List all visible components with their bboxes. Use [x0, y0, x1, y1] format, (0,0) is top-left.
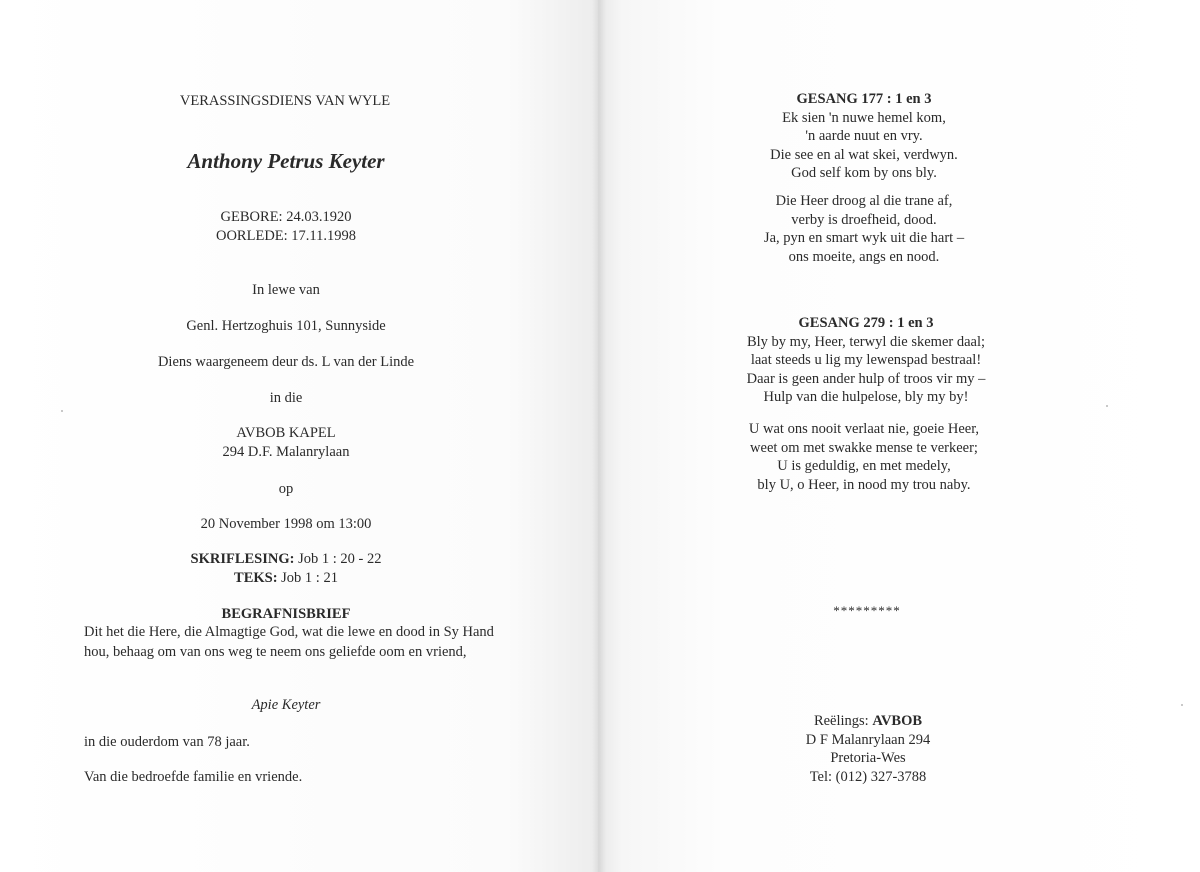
- verse-line: Die see en al wat skei, verdwyn.: [770, 146, 958, 163]
- residence-intro: In lewe van: [252, 282, 320, 298]
- arrangements-company: AVBOB: [872, 713, 923, 729]
- hymn-279: [747, 314, 986, 407]
- verse-line: U is geduldig, en met medely,: [777, 458, 951, 474]
- sermon-text-value: Job 1 : 21: [277, 569, 338, 586]
- verse-line: laat steeds u lig my lewenspad bestraal!: [750, 352, 982, 368]
- verse-line: ons moeite, angs en nood.: [788, 248, 940, 265]
- letter-body: Dit het die Here, die Almagtige God, wat die lewe en dood in Sy Hand hou, behaag om van ons weg te neem ons geliefde oom en vriend,: [84, 624, 494, 660]
- hymn-279-verse-3: [749, 420, 979, 494]
- scripture-reading: [191, 550, 382, 569]
- readings-block: [191, 550, 382, 587]
- death-date: OORLEDE: 17.11.1998: [215, 227, 357, 244]
- on-label: op: [278, 481, 294, 497]
- sermon-text-label: TEKS:: [234, 569, 278, 586]
- family-signoff: Van die bedroefde familie en vriende.: [84, 769, 303, 785]
- venue-block: [223, 424, 350, 461]
- verse-line: Die Heer droog al die trane af,: [775, 193, 953, 209]
- scan-speck: [1106, 405, 1108, 407]
- verse-line: God self kom by ons bly.: [791, 165, 937, 181]
- verse-line: Hulp van die hulpelose, bly my by!: [763, 389, 969, 405]
- birth-date: GEBORE: 24.03.1920: [220, 209, 352, 225]
- deceased-nickname: Apie Keyter: [251, 697, 321, 713]
- age-statement: in die ouderdom van 78 jaar.: [84, 734, 250, 750]
- hymn-177-verse-3: [764, 192, 964, 266]
- address-line-1: D F Malanrylaan 294: [805, 731, 931, 748]
- arrangements-line: [806, 712, 930, 731]
- scripture-reading-value: Job 1 : 20 - 22: [294, 551, 382, 567]
- venue: AVBOB KAPEL: [236, 425, 336, 441]
- deceased-name: Anthony Petrus Keyter: [187, 149, 385, 173]
- hymn-177-title: GESANG 177 : 1 en 3: [796, 91, 932, 107]
- residence: Genl. Hertzoghuis 101, Sunnyside: [186, 318, 386, 334]
- letter-heading: BEGRAFNISBRIEF: [221, 606, 351, 622]
- service-datetime: 20 November 1998 om 13:00: [200, 516, 372, 532]
- sermon-text: [191, 569, 382, 588]
- verse-line: verby is droefheid, dood.: [791, 211, 937, 228]
- venue-address: 294 D.F. Malanrylaan: [222, 443, 350, 460]
- scripture-reading-label: SKRIFLESING:: [190, 551, 295, 567]
- verse-line: Ja, pyn en smart wyk uit die hart –: [763, 230, 965, 246]
- verse-line: Ek sien 'n nuwe hemel kom,: [782, 109, 946, 126]
- page-fold: [592, 0, 606, 872]
- scan-speck: [1181, 704, 1183, 706]
- address-line-2: Pretoria-Wes: [830, 750, 906, 766]
- verse-line: U wat ons nooit verlaat nie, goeie Heer,: [748, 421, 980, 437]
- officiant: Diens waargeneem deur ds. L van der Linde: [157, 354, 415, 370]
- verse-line: Bly by my, Heer, terwyl die skemer daal;: [746, 333, 986, 350]
- hymn-279-title: GESANG 279 : 1 en 3: [798, 315, 934, 331]
- verse-line: Daar is geen ander hulp of troos vir my –: [746, 370, 986, 387]
- verse-line: 'n aarde nuut en vry.: [805, 128, 923, 144]
- phone: Tel: (012) 327-3788: [809, 768, 927, 785]
- scan-speck: [61, 410, 63, 412]
- hymn-177: [770, 90, 958, 183]
- verse-line: weet om met swakke mense te verkeer;: [750, 439, 978, 456]
- service-title: VERASSINGSDIENS VAN WYLE: [179, 93, 391, 109]
- in-the-label: in die: [269, 390, 303, 406]
- verse-line: bly U, o Heer, in nood my trou naby.: [757, 476, 971, 493]
- arrangements-label: Reëlings:: [813, 713, 873, 729]
- separator-stars: *********: [833, 603, 901, 618]
- dates-block: [216, 208, 356, 245]
- arrangements-block: [806, 712, 930, 786]
